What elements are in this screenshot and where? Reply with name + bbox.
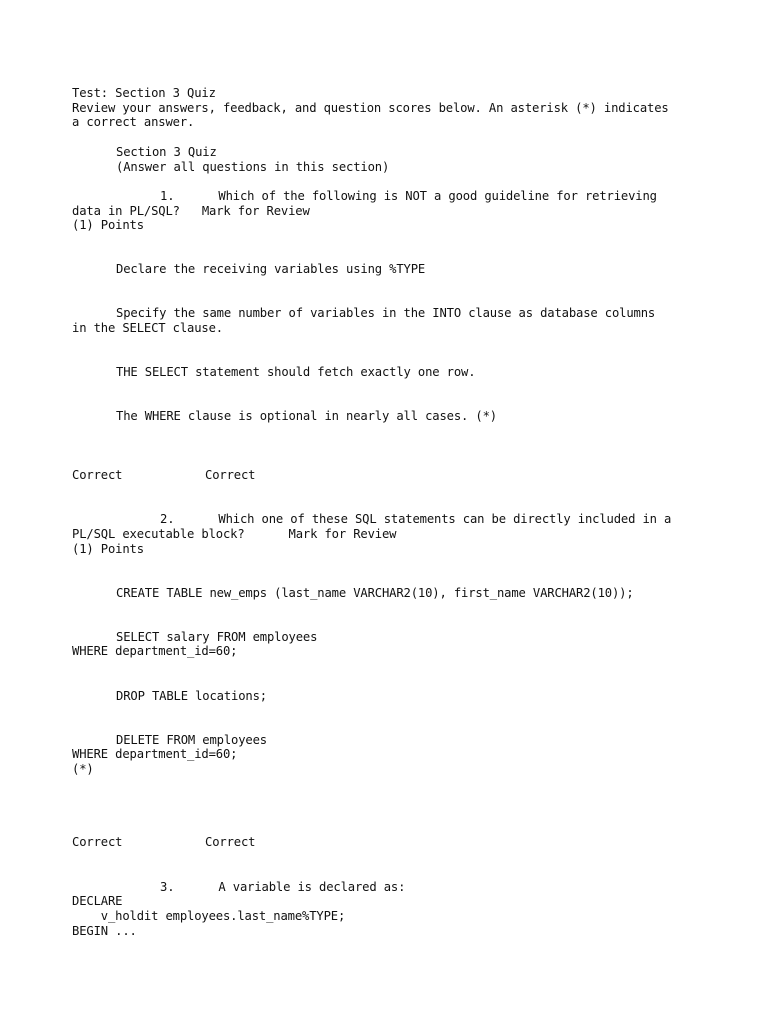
section-title: Section 3 Quiz: [116, 144, 217, 159]
question-text-line-2: data in PL/SQL?: [72, 203, 180, 218]
page-title: Test: Section 3 Quiz: [72, 86, 216, 100]
question-number: 3.: [160, 879, 175, 894]
answer-option: DROP TABLE locations;: [116, 688, 267, 703]
question-text-line-1: A variable is declared as:: [218, 879, 406, 894]
question-text-line-2: PL/SQL executable block?: [72, 526, 245, 541]
answer-option: Declare the receiving variables using %TYPE: [116, 262, 426, 277]
code-line: BEGIN ...: [72, 923, 137, 938]
answer-option: DELETE FROM employees: [116, 732, 267, 747]
question-text-line-1: Which of the following is NOT a good guideline for retrieving: [218, 188, 657, 203]
question-3: [72, 880, 712, 939]
question-text-line-1: Which one of these SQL statements can be directly included in a: [218, 512, 672, 527]
intro-text-line-2: a correct answer.: [72, 115, 195, 130]
code-line: v_holdit employees.last_name%TYPE;: [72, 908, 346, 923]
intro-text-line-1: Review your answers, feedback, and question scores below. An asterisk (*) indicates: [72, 100, 669, 115]
result-label: Correct: [72, 835, 123, 850]
answer-option-continued: WHERE department_id=60;: [72, 747, 238, 762]
question-number: 1.: [160, 188, 175, 203]
answer-option: Specify the same number of variables in the INTO clause as database columns: [116, 306, 656, 321]
answer-option: SELECT salary FROM employees: [116, 629, 318, 644]
answer-option-continued: WHERE department_id=60;: [72, 644, 238, 659]
section-note: (Answer all questions in this section): [116, 159, 390, 174]
mark-for-review-link[interactable]: Mark for Review: [288, 526, 397, 541]
question-1: [72, 189, 712, 483]
result-label: Correct: [72, 468, 123, 483]
answer-option: THE SELECT statement should fetch exactly one row.: [116, 365, 476, 380]
code-line: DECLARE: [72, 894, 123, 909]
question-points: (1) Points: [72, 218, 144, 233]
question-points: (1) Points: [72, 541, 144, 556]
mark-for-review-link[interactable]: Mark for Review: [201, 203, 310, 218]
answer-option-correct: The WHERE clause is optional in nearly all cases. (*): [116, 409, 497, 424]
correct-answer-marker: (*): [72, 762, 94, 777]
question-2: [72, 512, 712, 850]
result-value: Correct: [205, 835, 256, 850]
quiz-document: [72, 86, 712, 938]
result-value: Correct: [205, 468, 256, 483]
question-number: 2.: [160, 512, 175, 527]
answer-option: CREATE TABLE new_emps (last_name VARCHAR2(10), first_name VARCHAR2(10));: [116, 585, 634, 600]
answer-option-continued: in the SELECT clause.: [72, 321, 223, 336]
